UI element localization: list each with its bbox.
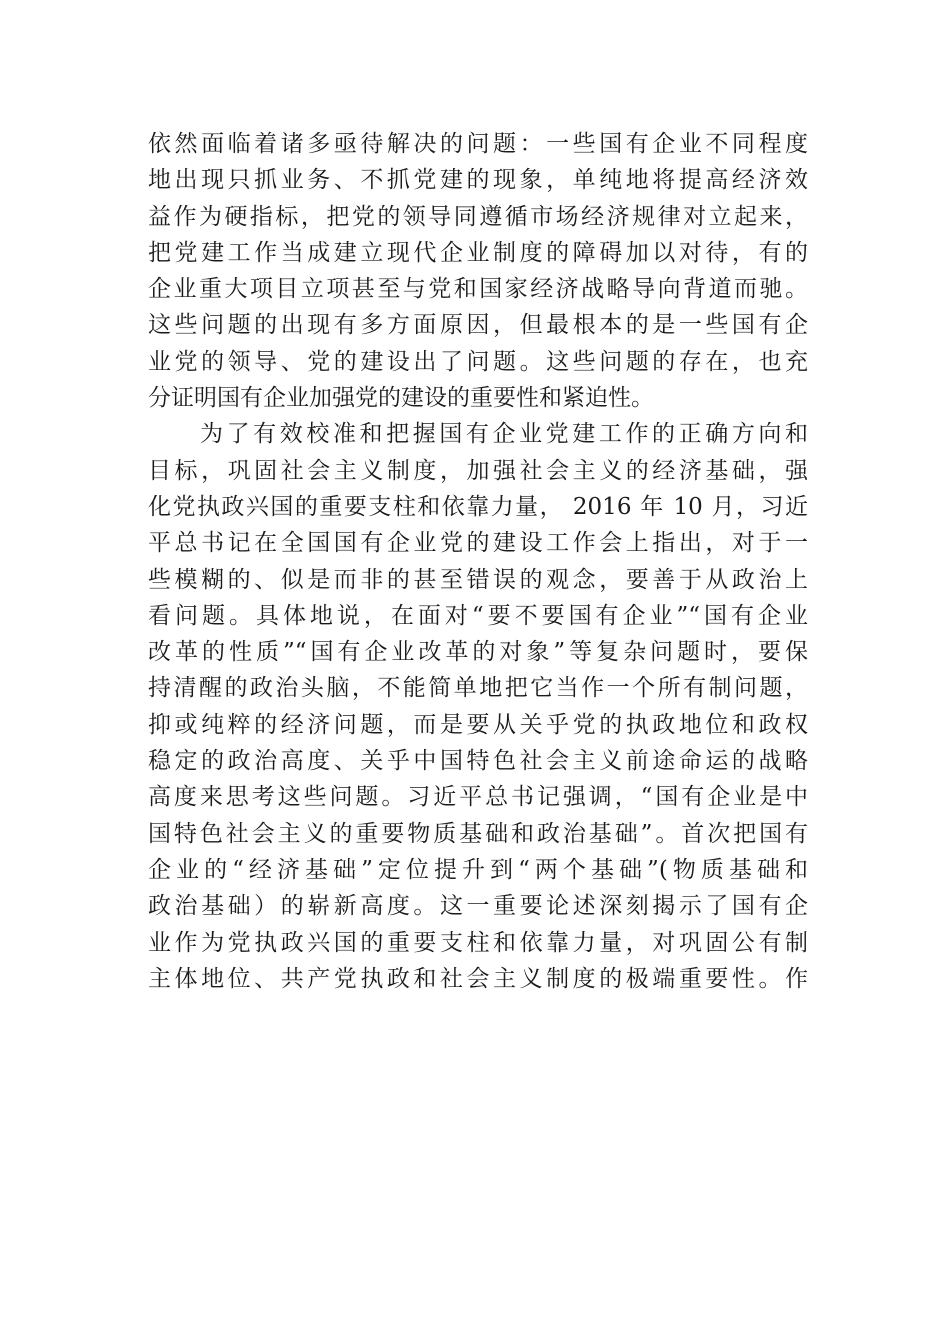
text-line: 分证明国有企业加强党的建设的重要性和紧迫性。 [148, 385, 654, 412]
text-line: 益作为硬指标，把党的领导同遵循市场经济规律对立起来， [148, 203, 808, 230]
text-line: 企业重大项目立项甚至与党和国家经济战略导向背道而驰。 [148, 276, 808, 303]
text-line: 高度来思考这些问题。习近平总书记强调，“国有企业是中 [148, 784, 808, 811]
text-line: 业作为党执政兴国的重要支柱和依靠力量，对巩固公有制 [148, 929, 808, 956]
text-line: 政治基础）的崭新高度。这一重要论述深刻揭示了国有企 [148, 893, 808, 920]
text-line: 化党执政兴国的重要支柱和依靠力量， 2016 年 10 月，习近 [148, 493, 808, 520]
text-line: 国特色社会主义的重要物质基础和政治基础”。首次把国有 [148, 820, 808, 847]
text-line: 企业的“经济基础”定位提升到“两个基础”(物质基础和 [148, 856, 808, 883]
text-line: 些模糊的、似是而非的甚至错误的观念，要善于从政治上 [148, 566, 808, 593]
text-line: 依然面临着诸多亟待解决的问题：一些国有企业不同程度 [148, 131, 808, 157]
text-line: 为了有效校准和把握国有企业党建工作的正确方向和 [200, 421, 808, 448]
text-line: 稳定的政治高度、关乎中国特色社会主义前途命运的战略 [148, 748, 808, 775]
text-line: 改革的性质”“国有企业改革的对象”等复杂问题时，要保 [148, 639, 808, 666]
body-text [148, 126, 808, 997]
text-line: 看问题。具体地说，在面对“要不要国有企业”“国有企业 [148, 602, 808, 629]
text-line: 持清醒的政治头脑，不能简单地把它当作一个所有制问题， [148, 675, 808, 702]
text-line: 目标，巩固社会主义制度，加强社会主义的经济基础，强 [148, 457, 808, 484]
text-line: 地出现只抓业务、不抓党建的现象，单纯地将提高经济效 [148, 167, 808, 194]
text-line: 这些问题的出现有多方面原因，但最根本的是一些国有企 [148, 312, 808, 339]
text-line: 抑或纯粹的经济问题，而是要从关乎党的执政地位和政权 [148, 711, 808, 738]
text-line: 把党建工作当成建立现代企业制度的障碍加以对待，有的 [148, 239, 808, 266]
text-line: 主体地位、共产党执政和社会主义制度的极端重要性。作 [148, 965, 808, 992]
text-line: 业党的领导、党的建设出了问题。这些问题的存在，也充 [148, 348, 808, 375]
text-line: 平总书记在全国国有企业党的建设工作会上指出，对于一 [148, 530, 808, 557]
